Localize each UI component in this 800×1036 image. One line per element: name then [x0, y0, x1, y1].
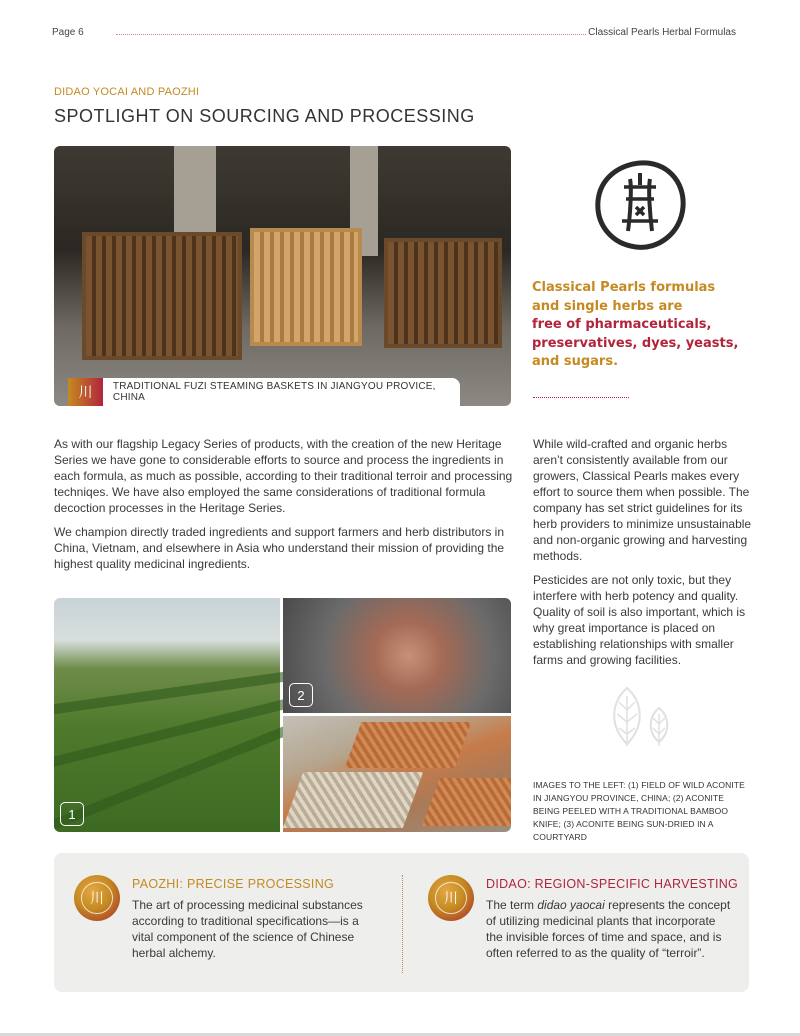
header-rule: [116, 34, 586, 35]
body-column-right: [533, 436, 753, 676]
seal-icon: 川: [428, 875, 474, 921]
body-paragraph: As with our flagship Legacy Series of products, with the creation of the new Heritage Series we have gone to considerable efforts to source and process the ingredients in each formula, as much as possible, according to their traditional terroir and processing techniqes. We have also employed the same considerations of traditional formula decoction processes in the Heritage Series.: [54, 437, 513, 515]
hero-caption: TRADITIONAL FUZI STEAMING BASKETS IN JIANGYOU PROVICE, CHINA: [112, 381, 436, 403]
callout-line: free of pharmaceuticals,: [532, 317, 712, 332]
photo-number: 1: [60, 802, 84, 826]
didao-text-post: represents the concept of utilizing medicinal plants that incorporate the invisible forces of time and space, and is often referred to as the quality of “terroir”.: [486, 898, 731, 960]
collage-caption: IMAGES TO THE LEFT: (1) FIELD OF WILD ACONITE IN JIANGYOU PROVINCE, CHINA; (2) ACONITE BEING PEELED WITH A TRADITIONAL BAMBOO KNIFE; (3) ACONITE BEING SUN-DRIED IN A COURTYARD: [533, 780, 745, 842]
callout-rule: [533, 397, 629, 398]
publication-title: Classical Pearls Herbal Formulas: [588, 27, 736, 38]
body-paragraph: While wild-crafted and organic herbs aren’t consistently available from our growers, Classical Pearls makes every effort to source them when possible. The company has set strict guidelines for its herb providers to minimize unsustainable and non-organic growing and harvesting methods.: [533, 437, 752, 563]
page-header: [52, 27, 736, 41]
crop-row: [54, 727, 287, 830]
drying-tray: [283, 772, 423, 828]
photo-collage: [54, 598, 511, 832]
drying-tray: [422, 778, 511, 826]
panel-divider: [402, 875, 403, 973]
drying-tray: [345, 722, 472, 768]
photo-basket: [250, 228, 362, 346]
body-paragraph: We champion directly traded ingredients and support farmers and herb distributors in China, Vietnam, and elsewhere in Asia who understand their mission of providing the highest quality medicinal ingredients.: [54, 525, 505, 571]
didao-heading: DIDAO: REGION-SPECIFIC HARVESTING: [486, 877, 739, 891]
paozhi-text: The art of processing medicinal substances according to traditional specifications—is a vital component of the science of Chinese herbal alchemy.: [132, 898, 363, 960]
photo-basket: [384, 238, 502, 348]
sun-drying-photo: [283, 716, 511, 832]
didao-term: didao yaocai: [537, 898, 605, 912]
seal-icon: 川: [74, 875, 120, 921]
callout-line: and sugars.: [532, 354, 619, 369]
peeling-photo: [283, 598, 511, 713]
page-number: Page 6: [52, 27, 84, 38]
hero-caption-bar: [68, 378, 460, 406]
photo-number: 2: [289, 683, 313, 707]
section-kicker: DIDAO YOCAI AND PAOZHI: [54, 86, 200, 98]
didao-text-pre: The term: [486, 898, 538, 912]
body-column-left: [54, 436, 514, 580]
seal-icon: [592, 157, 688, 253]
callout-line: preservatives, dyes, yeasts,: [532, 335, 739, 351]
hero-photo: [54, 146, 511, 406]
seal-icon: 川: [68, 378, 103, 406]
aconite-field-photo: [54, 598, 280, 832]
info-panel: [54, 853, 749, 992]
photo-basket: [82, 232, 242, 360]
didao-text: [486, 897, 734, 961]
body-paragraph: Pesticides are not only toxic, but they interfere with herb potency and quality. Quality of soil is also important, which is why great importance is placed on establishing relationships with smaller farms and growing facilities.: [533, 573, 746, 667]
page-title: SPOTLIGHT ON SOURCING AND PROCESSING: [54, 106, 475, 126]
paozhi-heading: PAOZHI: PRECISE PROCESSING: [132, 877, 335, 891]
callout-text: [532, 279, 742, 372]
callout-line: and single herbs are: [532, 298, 683, 314]
leaf-icon: [605, 686, 677, 748]
callout-line: Classical Pearls formulas: [532, 280, 716, 295]
